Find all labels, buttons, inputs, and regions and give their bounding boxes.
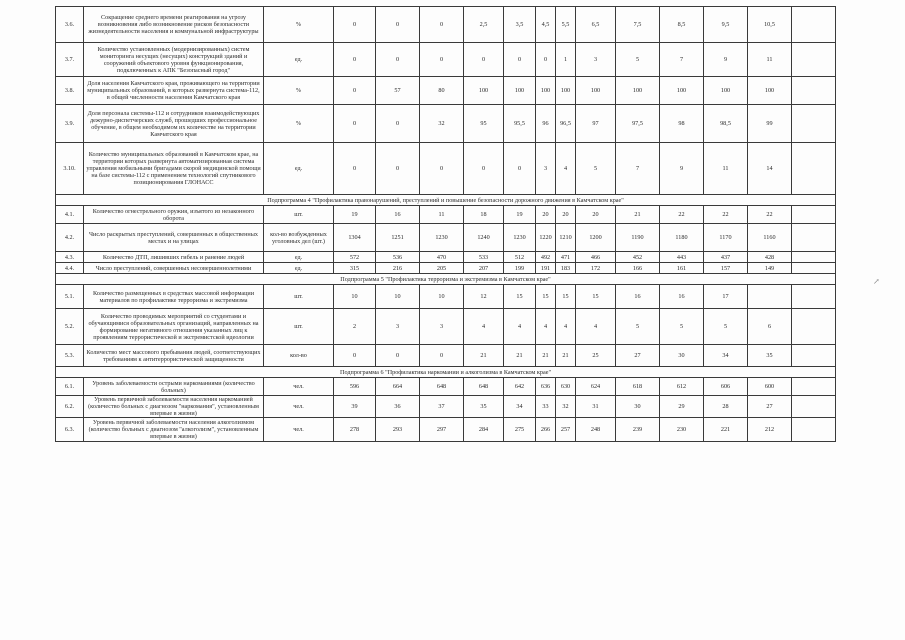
indicator-name: Доля населения Камчатского края, проживающего на территории муниципальных образований, в которых развернута система-112, в общей численности населения Камчатского края	[84, 77, 264, 105]
value-cell: 35	[464, 396, 504, 418]
value-cell: 37	[420, 396, 464, 418]
indicator-name: Количество установленных (модернизированных) систем мониторинга несущих (несущих) конструкций зданий и сооружений объектового уровня функционирования, подключенных к АПК "Безопасный город"	[84, 43, 264, 77]
value-cell: 5	[616, 309, 660, 345]
unit: шт.	[264, 309, 334, 345]
value-cell: 100	[464, 77, 504, 105]
value-cell: 239	[616, 418, 660, 442]
indicator-name: Уровень первичной заболеваемости населения наркоманией (количество больных с диагнозом "наркомания", установленным впервые в жизни)	[84, 396, 264, 418]
unit: чел.	[264, 396, 334, 418]
table-body	[56, 7, 836, 442]
value-cell: 4	[536, 309, 556, 345]
value-cell: 293	[376, 418, 420, 442]
value-cell: 3,5	[504, 7, 536, 43]
row-number: 6.3.	[56, 418, 84, 442]
value-cell: 624	[576, 378, 616, 396]
value-cell: 27	[616, 345, 660, 367]
value-cell: 17	[704, 285, 748, 309]
value-cell: 0	[504, 143, 536, 195]
value-cell: 97,5	[616, 105, 660, 143]
value-cell: 443	[660, 252, 704, 263]
value-cell: 100	[660, 77, 704, 105]
unit: кол-во возбужденных уголовных дел (шт.)	[264, 224, 334, 252]
value-cell: 19	[334, 206, 376, 224]
value-cell: 16	[376, 206, 420, 224]
empty-cell	[792, 345, 836, 367]
table-row	[56, 43, 836, 77]
indicator-name: Количество огнестрельного оружия, изъятого из незаконного оборота	[84, 206, 264, 224]
value-cell: 9,5	[704, 7, 748, 43]
unit: шт.	[264, 206, 334, 224]
value-cell: 0	[334, 143, 376, 195]
value-cell: 34	[504, 396, 536, 418]
indicator-name: Количество муниципальных образований в Камчатском крае, на территории которых развернута автоматизированная система управления мобильными бригадами скорой медицинской помощи на базе системы-112 с применением технологий спутникового позиционирования ГЛОНАСС	[84, 143, 264, 195]
value-cell: 642	[504, 378, 536, 396]
empty-cell	[792, 7, 836, 43]
row-number: 5.3.	[56, 345, 84, 367]
empty-cell	[792, 263, 836, 274]
unit: чел.	[264, 378, 334, 396]
value-cell: 8,5	[660, 7, 704, 43]
unit: чел.	[264, 418, 334, 442]
value-cell: 98	[660, 105, 704, 143]
value-cell: 630	[556, 378, 576, 396]
value-cell: 0	[334, 345, 376, 367]
value-cell: 1304	[334, 224, 376, 252]
unit: ед.	[264, 43, 334, 77]
value-cell: 10	[376, 285, 420, 309]
value-cell: 0	[376, 7, 420, 43]
value-cell: 257	[556, 418, 576, 442]
value-cell: 4	[464, 309, 504, 345]
value-cell: 15	[556, 285, 576, 309]
value-cell: 648	[420, 378, 464, 396]
value-cell: 1160	[748, 224, 792, 252]
value-cell: 96,5	[556, 105, 576, 143]
value-cell: 16	[660, 285, 704, 309]
value-cell: 512	[504, 252, 536, 263]
value-cell: 32	[556, 396, 576, 418]
value-cell: 664	[376, 378, 420, 396]
value-cell: 30	[616, 396, 660, 418]
empty-cell	[792, 252, 836, 263]
row-number: 3.9.	[56, 105, 84, 143]
value-cell: 1190	[616, 224, 660, 252]
value-cell: 230	[660, 418, 704, 442]
value-cell: 14	[748, 143, 792, 195]
value-cell: 21	[556, 345, 576, 367]
value-cell: 4	[556, 143, 576, 195]
value-cell: 9	[704, 43, 748, 77]
value-cell: 95	[464, 105, 504, 143]
value-cell: 0	[334, 43, 376, 77]
value-cell: 284	[464, 418, 504, 442]
row-number: 3.8.	[56, 77, 84, 105]
value-cell: 4	[556, 309, 576, 345]
indicator-name: Сокращение среднего времени реагирования на угрозу возникновения либо возникновение рисков безопасности жизнедеятельности населения и коммунальной инфраструктуры	[84, 7, 264, 43]
value-cell: 18	[464, 206, 504, 224]
value-cell: 1251	[376, 224, 420, 252]
value-cell: 95,5	[504, 105, 536, 143]
value-cell: 612	[660, 378, 704, 396]
value-cell: 5	[704, 309, 748, 345]
value-cell: 25	[576, 345, 616, 367]
value-cell: 248	[576, 418, 616, 442]
value-cell: 315	[334, 263, 376, 274]
empty-cell	[792, 105, 836, 143]
value-cell: 100	[536, 77, 556, 105]
value-cell: 22	[704, 206, 748, 224]
value-cell: 596	[334, 378, 376, 396]
unit: ед.	[264, 263, 334, 274]
value-cell: 31	[576, 396, 616, 418]
value-cell: 0	[464, 43, 504, 77]
empty-cell	[792, 378, 836, 396]
value-cell: 100	[748, 77, 792, 105]
value-cell: 0	[504, 43, 536, 77]
value-cell: 10	[334, 285, 376, 309]
unit: ед.	[264, 252, 334, 263]
unit: %	[264, 77, 334, 105]
indicator-name: Уровень заболеваемости острыми наркоманиями (количество больных)	[84, 378, 264, 396]
value-cell: 22	[660, 206, 704, 224]
value-cell: 4,5	[536, 7, 556, 43]
value-cell: 1240	[464, 224, 504, 252]
value-cell: 266	[536, 418, 556, 442]
value-cell: 205	[420, 263, 464, 274]
value-cell: 1230	[420, 224, 464, 252]
value-cell: 1170	[704, 224, 748, 252]
value-cell: 3	[536, 143, 556, 195]
table-row	[56, 105, 836, 143]
value-cell: 33	[536, 396, 556, 418]
value-cell: 15	[576, 285, 616, 309]
value-cell: 80	[420, 77, 464, 105]
empty-cell	[792, 396, 836, 418]
unit: кол-во	[264, 345, 334, 367]
value-cell: 11	[420, 206, 464, 224]
value-cell: 199	[504, 263, 536, 274]
value-cell: 492	[536, 252, 556, 263]
value-cell: 0	[376, 345, 420, 367]
value-cell: 20	[536, 206, 556, 224]
value-cell: 6	[748, 309, 792, 345]
value-cell: 21	[616, 206, 660, 224]
value-cell: 0	[420, 7, 464, 43]
value-cell: 278	[334, 418, 376, 442]
value-cell: 536	[376, 252, 420, 263]
value-cell: 19	[504, 206, 536, 224]
table-row	[56, 206, 836, 224]
subprogram-title: Подпрограмма 6 "Профилактика наркомании и алкоголизма в Камчатском крае"	[56, 367, 836, 378]
table-row	[56, 378, 836, 396]
value-cell: 11	[748, 43, 792, 77]
empty-cell	[792, 285, 836, 309]
value-cell: 0	[334, 105, 376, 143]
table-row	[56, 345, 836, 367]
value-cell: 471	[556, 252, 576, 263]
value-cell: 4	[576, 309, 616, 345]
value-cell: 157	[704, 263, 748, 274]
value-cell: 0	[420, 43, 464, 77]
value-cell: 428	[748, 252, 792, 263]
value-cell: 648	[464, 378, 504, 396]
value-cell: 29	[660, 396, 704, 418]
scan-mark: ↗	[873, 277, 880, 286]
value-cell: 183	[556, 263, 576, 274]
table-row	[56, 285, 836, 309]
value-cell: 161	[660, 263, 704, 274]
subprogram-title: Подпрограмма 4 "Профилактика правонарушений, преступлений и повышение безопасности дорожного движения в Камчатском крае"	[56, 195, 836, 206]
row-number: 3.6.	[56, 7, 84, 43]
value-cell: 15	[504, 285, 536, 309]
row-number: 4.1.	[56, 206, 84, 224]
value-cell: 5,5	[556, 7, 576, 43]
row-number: 3.7.	[56, 43, 84, 77]
value-cell: 221	[704, 418, 748, 442]
value-cell: 100	[616, 77, 660, 105]
value-cell: 1210	[556, 224, 576, 252]
value-cell: 3	[376, 309, 420, 345]
unit: %	[264, 7, 334, 43]
table-row	[56, 7, 836, 43]
value-cell: 166	[616, 263, 660, 274]
value-cell: 0	[420, 345, 464, 367]
value-cell: 57	[376, 77, 420, 105]
empty-cell	[748, 285, 792, 309]
value-cell: 12	[464, 285, 504, 309]
value-cell: 7	[616, 143, 660, 195]
value-cell: 36	[376, 396, 420, 418]
subprogram-header-row	[56, 367, 836, 378]
row-number: 6.2.	[56, 396, 84, 418]
row-number: 5.1.	[56, 285, 84, 309]
table-row	[56, 77, 836, 105]
subprogram-title: Подпрограмма 5 "Профилактика терроризма и экстремизма в Камчатском крае"	[56, 274, 836, 285]
value-cell: 0	[376, 143, 420, 195]
value-cell: 7,5	[616, 7, 660, 43]
value-cell: 470	[420, 252, 464, 263]
value-cell: 1220	[536, 224, 556, 252]
value-cell: 149	[748, 263, 792, 274]
value-cell: 98,5	[704, 105, 748, 143]
value-cell: 3	[420, 309, 464, 345]
value-cell: 100	[504, 77, 536, 105]
value-cell: 96	[536, 105, 556, 143]
value-cell: 0	[536, 43, 556, 77]
value-cell: 437	[704, 252, 748, 263]
value-cell: 0	[420, 143, 464, 195]
empty-cell	[792, 418, 836, 442]
row-number: 4.3.	[56, 252, 84, 263]
value-cell: 99	[748, 105, 792, 143]
value-cell: 20	[556, 206, 576, 224]
value-cell: 2,5	[464, 7, 504, 43]
indicators-table	[55, 6, 836, 442]
value-cell: 3	[576, 43, 616, 77]
value-cell: 452	[616, 252, 660, 263]
value-cell: 636	[536, 378, 556, 396]
value-cell: 21	[504, 345, 536, 367]
value-cell: 6,5	[576, 7, 616, 43]
indicator-name: Количество мест массового пребывания людей, соответствующих требованиям к антитеррористической защищенности	[84, 345, 264, 367]
value-cell: 0	[376, 43, 420, 77]
table-row	[56, 224, 836, 252]
value-cell: 0	[334, 7, 376, 43]
value-cell: 34	[704, 345, 748, 367]
value-cell: 606	[704, 378, 748, 396]
value-cell: 172	[576, 263, 616, 274]
unit: ед.	[264, 143, 334, 195]
value-cell: 212	[748, 418, 792, 442]
value-cell: 0	[334, 77, 376, 105]
value-cell: 100	[704, 77, 748, 105]
row-number: 6.1.	[56, 378, 84, 396]
value-cell: 97	[576, 105, 616, 143]
indicator-name: Уровень первичной заболеваемости населения алкоголизмом (количество больных с диагнозом "алкоголизм", установленным впервые в жизни)	[84, 418, 264, 442]
indicator-name: Доля персонала системы-112 и сотрудников взаимодействующих дежурно-диспетчерских служб, прошедших профессиональное обучение, в общем необходимом их количестве на территории Камчатского края	[84, 105, 264, 143]
value-cell: 600	[748, 378, 792, 396]
value-cell: 15	[536, 285, 556, 309]
value-cell: 275	[504, 418, 536, 442]
value-cell: 5	[576, 143, 616, 195]
value-cell: 1230	[504, 224, 536, 252]
value-cell: 32	[420, 105, 464, 143]
empty-cell	[792, 143, 836, 195]
value-cell: 9	[660, 143, 704, 195]
value-cell: 16	[616, 285, 660, 309]
indicator-name: Число раскрытых преступлений, совершенных в общественных местах и на улицах	[84, 224, 264, 252]
value-cell: 216	[376, 263, 420, 274]
value-cell: 572	[334, 252, 376, 263]
value-cell: 39	[334, 396, 376, 418]
empty-cell	[792, 77, 836, 105]
value-cell: 618	[616, 378, 660, 396]
subprogram-header-row	[56, 195, 836, 206]
unit: шт.	[264, 285, 334, 309]
empty-cell	[792, 224, 836, 252]
value-cell: 35	[748, 345, 792, 367]
table-row	[56, 252, 836, 263]
value-cell: 21	[464, 345, 504, 367]
row-number: 4.4.	[56, 263, 84, 274]
value-cell: 466	[576, 252, 616, 263]
indicator-name: Число преступлений, совершенных несовершеннолетними	[84, 263, 264, 274]
value-cell: 100	[576, 77, 616, 105]
row-number: 4.2.	[56, 224, 84, 252]
indicator-name: Количество ДТП, лишивших гибель и ранение людей	[84, 252, 264, 263]
subprogram-header-row	[56, 274, 836, 285]
value-cell: 10,5	[748, 7, 792, 43]
value-cell: 100	[556, 77, 576, 105]
row-number: 5.2.	[56, 309, 84, 345]
value-cell: 28	[704, 396, 748, 418]
value-cell: 297	[420, 418, 464, 442]
table-row	[56, 309, 836, 345]
table-row	[56, 263, 836, 274]
value-cell: 207	[464, 263, 504, 274]
value-cell: 0	[464, 143, 504, 195]
table-row	[56, 143, 836, 195]
empty-cell	[792, 309, 836, 345]
value-cell: 5	[616, 43, 660, 77]
value-cell: 1	[556, 43, 576, 77]
value-cell: 0	[376, 105, 420, 143]
value-cell: 7	[660, 43, 704, 77]
value-cell: 1180	[660, 224, 704, 252]
value-cell: 30	[660, 345, 704, 367]
value-cell: 4	[504, 309, 536, 345]
value-cell: 27	[748, 396, 792, 418]
value-cell: 2	[334, 309, 376, 345]
value-cell: 20	[576, 206, 616, 224]
table-row	[56, 418, 836, 442]
value-cell: 533	[464, 252, 504, 263]
indicator-name: Количество размещенных в средствах массовой информации материалов по профилактике терроризма и экстремизма	[84, 285, 264, 309]
value-cell: 191	[536, 263, 556, 274]
indicator-name: Количество проводимых мероприятий со студентами и обучающимися образовательных организаций, направленных на формирование негативного отношения указанных лиц к проявлениям террористической и экстремистской идеологии	[84, 309, 264, 345]
unit: %	[264, 105, 334, 143]
value-cell: 1200	[576, 224, 616, 252]
value-cell: 11	[704, 143, 748, 195]
table-row	[56, 396, 836, 418]
value-cell: 10	[420, 285, 464, 309]
value-cell: 22	[748, 206, 792, 224]
row-number: 3.10.	[56, 143, 84, 195]
empty-cell	[792, 206, 836, 224]
empty-cell	[792, 43, 836, 77]
value-cell: 5	[660, 309, 704, 345]
value-cell: 21	[536, 345, 556, 367]
